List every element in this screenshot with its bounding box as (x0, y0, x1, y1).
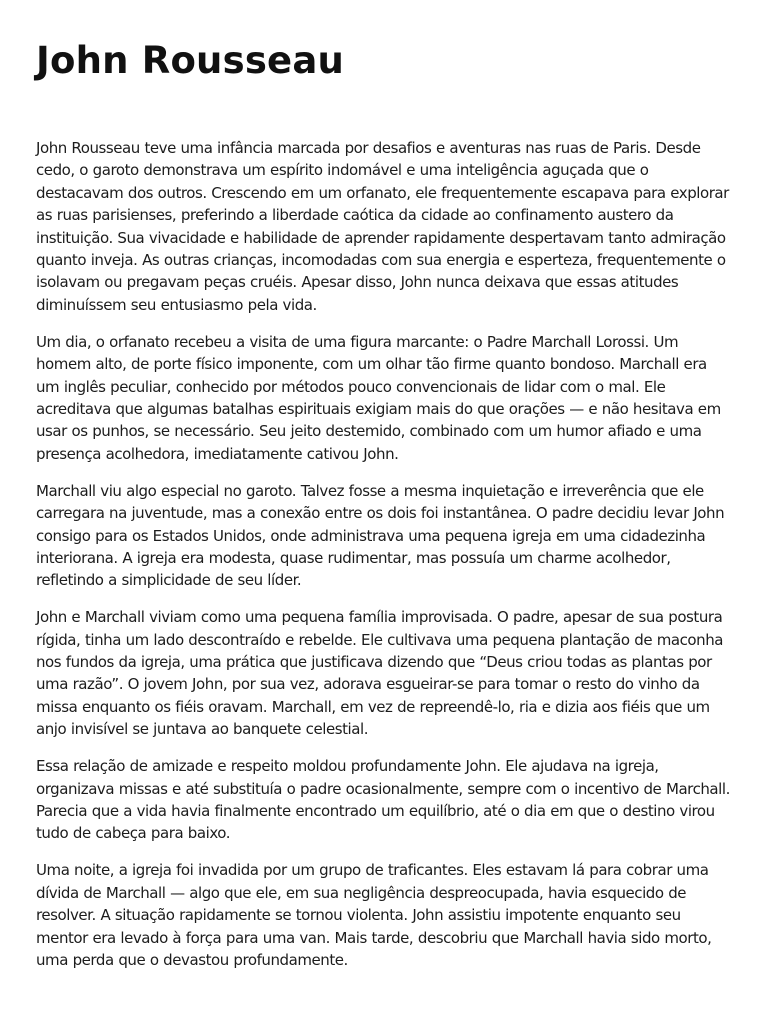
paragraph-3: Marchall viu algo especial no garoto. Talvez fosse a mesma inquietação e irreverência que ele carregara na juventude, mas a conexão entre os dois foi instantânea. O padre decidiu levar John consigo para os Estados Unidos, onde administrava uma pequena igreja em uma cidadezinha interiorana. A igreja era modesta, quase rudimentar, mas possuía um charme acolhedor, refletindo a simplicidade de seu líder. (36, 481, 725, 590)
document-body (36, 137, 732, 986)
paragraph-4: John e Marchall viviam como uma pequena família improvisada. O padre, apesar de sua postura rígida, tinha um lado descontraído e rebelde. Ele cultivava uma pequena plantação de maconha nos fundos da igreja, uma prática que justificava dizendo que “Deus criou todas as plantas por uma razão”. O jovem John, por sua vez, adorava esgueirar-se para tomar o resto do vinho da missa enquanto os fiéis oravam. Marchall, em vez de repreendê-lo, ria e dizia aos fiéis que um anjo invisível se juntava ao banquete celestial. (36, 608, 724, 739)
paragraph-6: Uma noite, a igreja foi invadida por um grupo de traficantes. Eles estavam lá para cobrar uma dívida de Marchall — algo que ele, em sua negligência despreocupada, havia esquecido de resolver. A situação rapidamente se tornou violenta. John assistiu impotente enquanto seu mentor era levado à força para uma van. Mais tarde, descobriu que Marchall havia sido morto, uma perda que o devastou profundamente. (36, 861, 712, 969)
paragraph-2: Um dia, o orfanato recebeu a visita de uma figura marcante: o Padre Marchall Lorossi. Um homem alto, de porte físico imponente, com um olhar tão firme quanto bondoso. Marchall era um inglês peculiar, conhecido por métodos pouco convencionais de lidar com o mal. Ele acreditava que algumas batalhas espirituais exigiam mais do que orações — e não hesitava em usar os punhos, se necessário. Seu jeito destemido, combinado com um humor afiado e uma presença acolhedora, imediatamente cativou John. (36, 332, 721, 463)
paragraph-1: John Rousseau teve uma infância marcada por desafios e aventuras nas ruas de Paris. Desde cedo, o garoto demonstrava um espírito indomável e uma inteligência aguçada que o destacavam dos outros. Crescendo em um orfanato, ele frequentemente escapava para explorar as ruas parisienses, preferindo a liberdade caótica da cidade ao confinamento austero da instituição. Sua vivacidade e habilidade de aprender rapidamente despertavam tanto admiração quanto inveja. As outras crianças, incomodadas com sua energia e esperteza, frequentemente o isolavam ou pregavam peças cruéis. Apesar disso, John nunca deixava que essas atitudes diminuíssem seu entusiasmo pela vida. (36, 139, 729, 314)
page-title: John Rousseau (36, 39, 345, 82)
paragraph-5: Essa relação de amizade e respeito moldou profundamente John. Ele ajudava na igreja, organizava missas e até substituía o padre ocasionalmente, sempre com o incentivo de Marchall. Parecia que a vida havia finalmente encontrado um equilíbrio, até o dia em que o destino virou tudo de cabeça para baixo. (36, 757, 730, 843)
